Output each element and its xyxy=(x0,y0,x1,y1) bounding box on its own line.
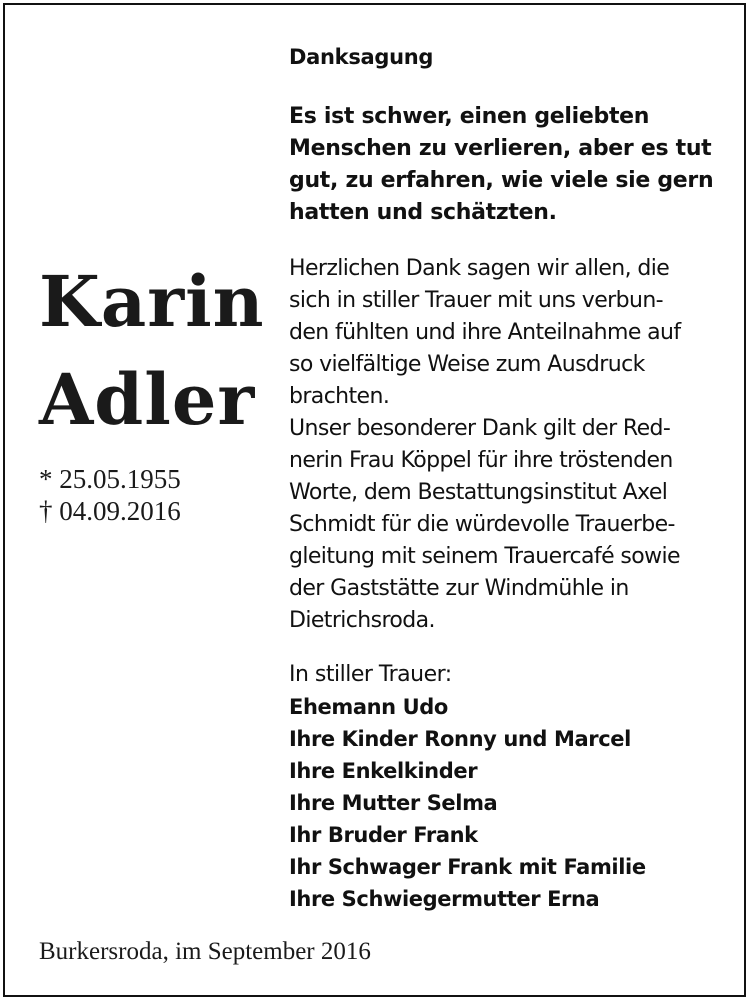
quote xyxy=(289,101,729,229)
mourner-item: Ihre Kinder Ronny und Marcel xyxy=(289,727,631,751)
mourners-list xyxy=(289,691,729,915)
life-dates xyxy=(39,463,181,527)
thanks-paragraph-1 xyxy=(289,253,729,413)
birth-date: * 25.05.1955 xyxy=(39,464,181,494)
mourner-item: Ehemann Udo xyxy=(289,695,448,719)
paragraph-line: Dietrichsroda. xyxy=(289,608,435,633)
death-date: † 04.09.2016 xyxy=(39,496,181,526)
paragraph-line: so vielfältige Weise zum Ausdruck xyxy=(289,352,645,377)
mourning-label: In stiller Trauer: xyxy=(289,662,452,687)
paragraph-line: nerin Frau Köppel für ihre tröstenden xyxy=(289,448,673,473)
paragraph-line: Schmidt für die würdevolle Trauerbe- xyxy=(289,512,675,537)
deceased-last-name: Adler xyxy=(39,358,256,441)
paragraph-line: brachten. xyxy=(289,384,390,409)
paragraph-line: Worte, dem Bestattungsinstitut Axel xyxy=(289,480,668,505)
quote-line: hatten und schätzten. xyxy=(289,200,557,225)
paragraph-line: Herzlichen Dank sagen wir allen, die xyxy=(289,256,670,281)
quote-line: Es ist schwer, einen geliebten xyxy=(289,104,650,129)
quote-line: Menschen zu verlieren, aber es tut xyxy=(289,136,712,161)
mourner-item: Ihr Schwager Frank mit Familie xyxy=(289,855,646,879)
heading: Danksagung xyxy=(289,45,434,69)
thanks-paragraph-2 xyxy=(289,413,729,637)
paragraph-line: gleitung mit seinem Trauercafé sowie xyxy=(289,544,680,569)
obituary-frame xyxy=(3,3,746,997)
deceased-first-name: Karin xyxy=(39,260,265,343)
mourner-item: Ihre Enkelkinder xyxy=(289,759,478,783)
mourner-item: Ihre Mutter Selma xyxy=(289,791,498,815)
text-column xyxy=(289,41,729,915)
place-and-date: Burkersroda, im September 2016 xyxy=(39,938,371,965)
paragraph-line: Unser besonderer Dank gilt der Red- xyxy=(289,416,671,441)
mourner-item: Ihre Schwiegermutter Erna xyxy=(289,887,600,911)
mourner-item: Ihr Bruder Frank xyxy=(289,823,478,847)
paragraph-line: den fühlten und ihre Anteilnahme auf xyxy=(289,320,681,345)
quote-line: gut, zu erfahren, wie viele sie gern xyxy=(289,168,714,193)
paragraph-line: sich in stiller Trauer mit uns verbun- xyxy=(289,288,663,313)
paragraph-line: der Gaststätte zur Windmühle in xyxy=(289,576,629,601)
